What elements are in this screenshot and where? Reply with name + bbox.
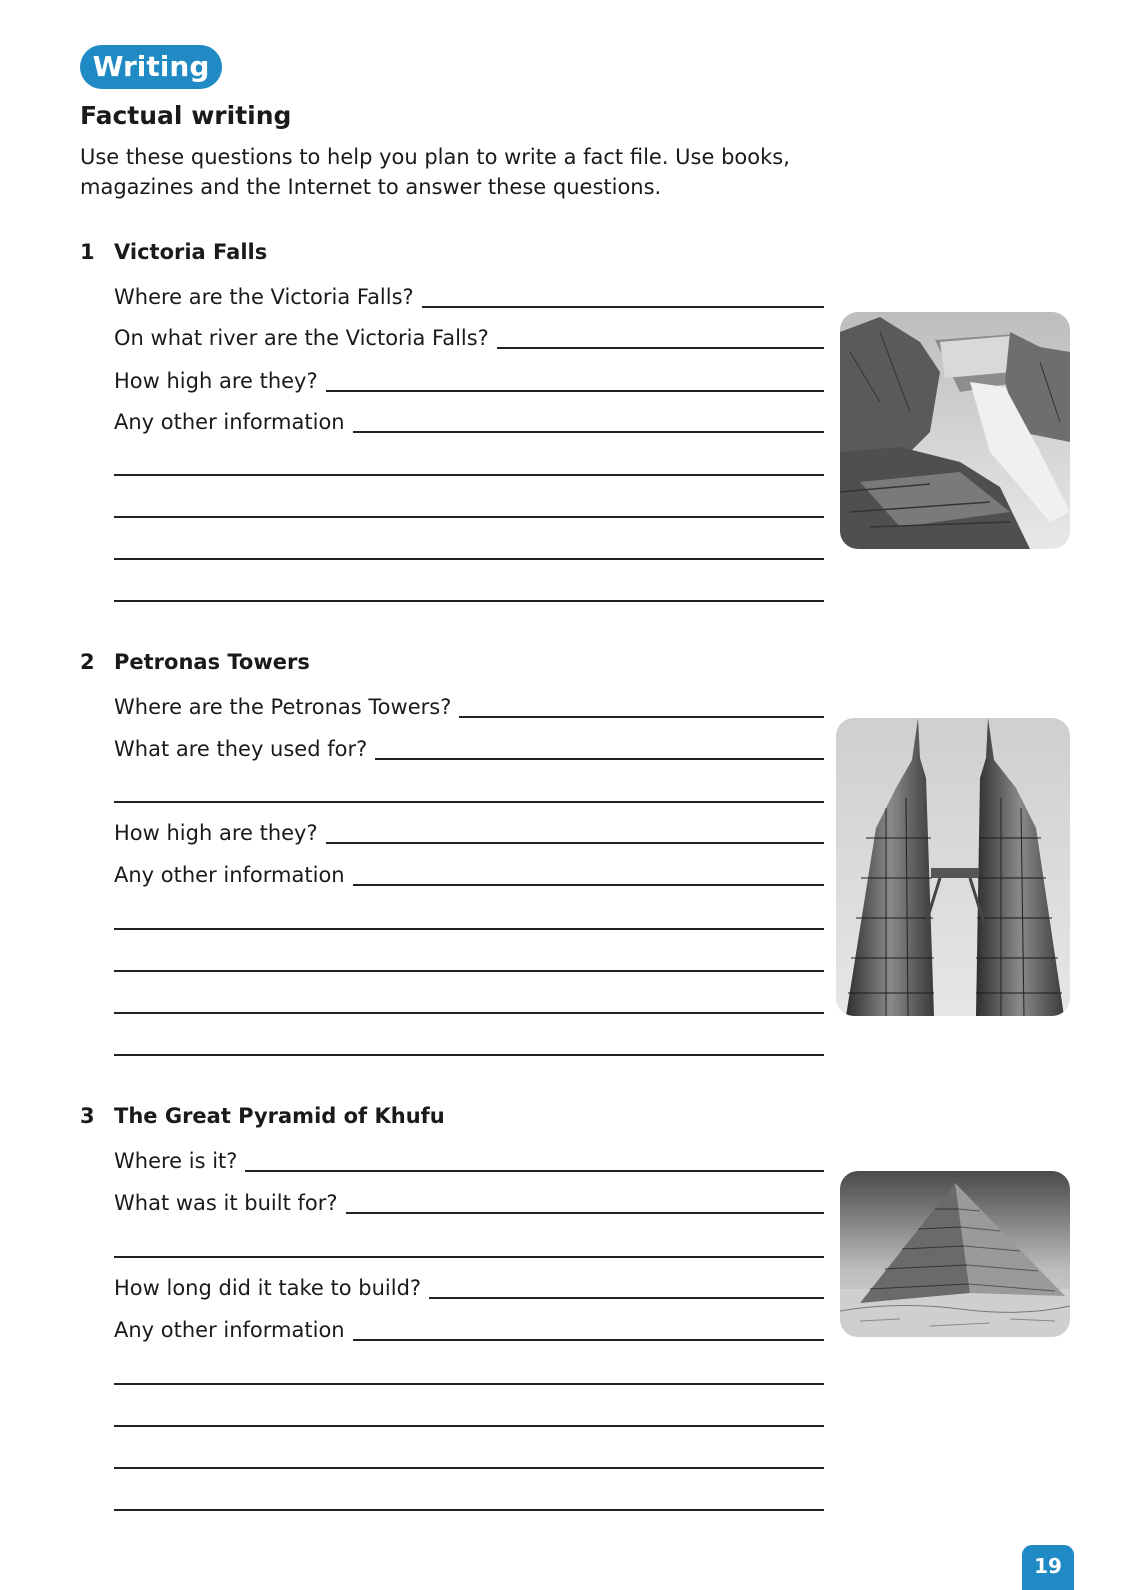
section-1-title: Victoria Falls bbox=[114, 240, 268, 264]
waterfall-illustration bbox=[840, 312, 1070, 549]
page-heading: Factual writing bbox=[80, 101, 292, 130]
section-2-title: Petronas Towers bbox=[114, 650, 310, 674]
question-row bbox=[114, 1273, 824, 1301]
answer-line[interactable] bbox=[114, 558, 824, 560]
answer-line[interactable] bbox=[114, 474, 824, 476]
question-label: On what river are the Victoria Falls? bbox=[114, 326, 489, 350]
question-row bbox=[114, 734, 824, 762]
question-label: How high are they? bbox=[114, 821, 318, 845]
question-label: Any other information bbox=[114, 1318, 345, 1342]
answer-line[interactable] bbox=[114, 600, 824, 602]
answer-line[interactable] bbox=[375, 758, 824, 760]
answer-line[interactable] bbox=[114, 970, 824, 972]
section-1-number: 1 bbox=[80, 240, 95, 264]
question-label: Where are the Petronas Towers? bbox=[114, 695, 452, 719]
question-row bbox=[114, 366, 824, 394]
question-row bbox=[114, 282, 824, 310]
pyramid-illustration bbox=[840, 1171, 1070, 1337]
answer-line[interactable] bbox=[429, 1297, 824, 1299]
question-label: Where is it? bbox=[114, 1149, 238, 1173]
question-row bbox=[114, 692, 824, 720]
question-label: Any other information bbox=[114, 410, 345, 434]
question-row bbox=[114, 1188, 824, 1216]
question-row bbox=[114, 818, 824, 846]
answer-line[interactable] bbox=[114, 516, 824, 518]
section-3-number: 3 bbox=[80, 1104, 95, 1128]
twin-towers-illustration bbox=[836, 718, 1070, 1016]
answer-line[interactable] bbox=[114, 1467, 824, 1469]
answer-line[interactable] bbox=[326, 390, 824, 392]
answer-line[interactable] bbox=[114, 1383, 824, 1385]
answer-line[interactable] bbox=[114, 801, 824, 803]
intro-text: Use these questions to help you plan to write a fact file. Use books, magazines and the Internet to answer these questions. bbox=[80, 145, 790, 199]
question-row bbox=[114, 323, 824, 351]
answer-line[interactable] bbox=[114, 1256, 824, 1258]
answer-line[interactable] bbox=[114, 1425, 824, 1427]
question-row bbox=[114, 1146, 824, 1174]
answer-line[interactable] bbox=[353, 884, 824, 886]
answer-line[interactable] bbox=[459, 716, 824, 718]
question-label: Any other information bbox=[114, 863, 345, 887]
answer-line[interactable] bbox=[114, 1054, 824, 1056]
answer-line[interactable] bbox=[114, 1509, 824, 1511]
question-row bbox=[114, 407, 824, 435]
question-label: How long did it take to build? bbox=[114, 1276, 422, 1300]
answer-line[interactable] bbox=[346, 1212, 825, 1214]
section-badge: Writing bbox=[80, 45, 222, 89]
answer-line[interactable] bbox=[245, 1170, 824, 1172]
answer-line[interactable] bbox=[353, 431, 824, 433]
answer-line[interactable] bbox=[353, 1339, 824, 1341]
answer-line[interactable] bbox=[422, 306, 824, 308]
question-label: What was it built for? bbox=[114, 1191, 338, 1215]
answer-line[interactable] bbox=[114, 1012, 824, 1014]
question-label: Where are the Victoria Falls? bbox=[114, 285, 414, 309]
page-number: 19 bbox=[1022, 1545, 1074, 1590]
question-row bbox=[114, 1315, 824, 1343]
section-2-number: 2 bbox=[80, 650, 95, 674]
section-3-title: The Great Pyramid of Khufu bbox=[114, 1104, 445, 1128]
answer-line[interactable] bbox=[326, 842, 824, 844]
question-row bbox=[114, 860, 824, 888]
question-label: What are they used for? bbox=[114, 737, 368, 761]
question-label: How high are they? bbox=[114, 369, 318, 393]
answer-line[interactable] bbox=[497, 347, 824, 349]
answer-line[interactable] bbox=[114, 928, 824, 930]
